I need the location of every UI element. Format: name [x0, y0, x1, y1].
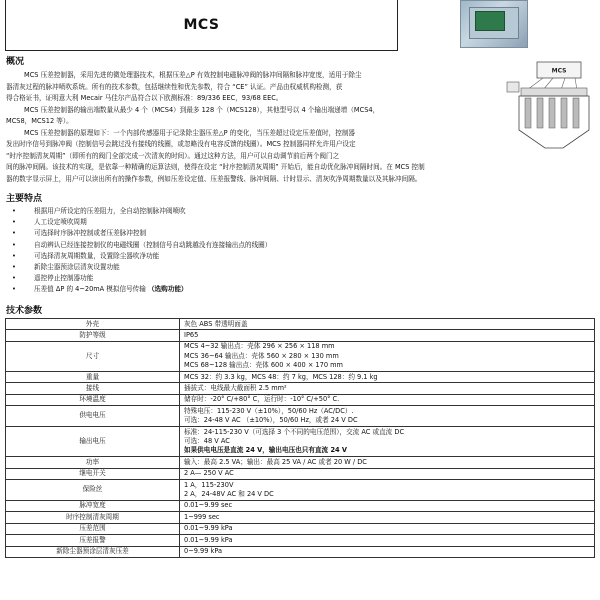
param-value-line: 标准：24-115-230 V（可选择 3 个不同的电压范围），交流 AC 或直流 DC [184, 427, 405, 436]
feature-item: • 遥控停止控制器功能 [6, 273, 596, 284]
features-heading: 主要特点 [6, 194, 43, 204]
param-value-line: MCS 36~64 输出点：壳体 560 × 280 × 130 mm [184, 351, 339, 360]
param-key: 防护等级 [6, 330, 180, 341]
model-title: MCS [183, 16, 220, 33]
diagram-header-pipe [521, 88, 587, 96]
overview-text [6, 70, 498, 162]
param-value: 输入：最高 2.5 VA；输出：最高 25 VA / AC 或者 20 W / DC [180, 457, 595, 468]
param-value-line: 特殊电压：115-230 V（±10%），50/60 Hz（AC/DC）. [184, 406, 354, 415]
param-value: 0.01~9.99 sec [180, 500, 595, 511]
param-value-line: 1 A，115-230V [184, 480, 234, 489]
overview-line: MCS 压差控制器的原理如下：一个内部传感器用于记录除尘器压差△P 的变化，当压差超过设定压差值时，控制器 [24, 128, 356, 137]
param-value-line: 可选：48 V AC [184, 436, 230, 445]
param-key: 保险丝 [6, 480, 180, 501]
feature-item: • 可选择清灰周期数量，设置除尘器吹净功能 [6, 251, 596, 262]
table-row [6, 512, 595, 523]
feature-item: • 根据用户所设定的压差阻力，全自动控制脉冲阀喷吹 [6, 206, 596, 217]
features-list [6, 206, 596, 296]
feature-item: • 新除尘器预涂层清灰设置功能 [6, 262, 596, 273]
feature-optional-note: （选购功能） [147, 285, 188, 294]
param-value: 1~999 sec [180, 512, 595, 523]
params-heading: 技术参数 [6, 306, 43, 316]
overview-line: MCS8，MCS12 等）。 [6, 117, 73, 125]
param-value [180, 427, 595, 457]
param-value-line: MCS 68~128 输出点：壳体 600 × 400 × 170 mm [184, 361, 343, 370]
table-row [6, 457, 595, 468]
feature-item: • 自动辨认已经连接控制仪的电磁线圈（控制信号自动跳越没有连接输出点的线圈） [6, 240, 596, 251]
overview-line: 得合格证书，证明意大利 Mecair 马佳尔产品符合以下欧测标准：89/336 EEC，93/68 EEC。 [6, 94, 283, 102]
overview-line: 间的脉冲间隔。该技术的实现，是依靠一种精确的运算法则，使得在设定 “时序控制清灰周期” 开始后，能自动优化脉冲间隔时间。在 MCS 控制 [6, 163, 425, 171]
model-title-box [5, 0, 398, 51]
param-key: 供电电压 [6, 406, 180, 427]
overview-line: 器的数字显示屏上，用户可以读出所有的操作参数，例如压差设定值、压差报警线、脉冲间隔、计时显示、清灰吹净周期数量以及其脉冲间隔。 [6, 174, 422, 183]
param-key: 压差报警 [6, 535, 180, 546]
diagram-label: MCS [551, 67, 567, 75]
param-key: 新除尘器预涂层清灰压差 [6, 546, 180, 557]
param-key: 接线 [6, 383, 180, 394]
param-value: 储存时：-20° C/+80° C，运行时：-10° C/+50° C. [180, 394, 595, 405]
feature-item: • 可选择时序脉冲控制或者压差脉冲控制 [6, 228, 596, 239]
overview-line: MCS 压差控制器，采用先进的微处理器技术，根据压差△P 有效控制电磁脉冲阀的脉冲间隔和脉冲宽度，适用于除尘 [24, 71, 362, 79]
feature-item-analog [6, 284, 596, 295]
param-value: 0.01~9.99 kPa [180, 535, 595, 546]
param-key: 输出电压 [6, 427, 180, 457]
param-value-line: MCS 4~32 输出点：壳体 296 × 256 × 118 mm [184, 342, 335, 351]
table-row [6, 427, 595, 457]
table-row [6, 406, 595, 427]
param-key: 功率 [6, 457, 180, 468]
param-value [180, 480, 595, 501]
diagram-filter-bags [525, 98, 579, 128]
param-value: 0.01~9.99 kPa [180, 523, 595, 534]
table-row [6, 500, 595, 511]
table-row [6, 394, 595, 405]
overview-text-wide [6, 162, 598, 185]
param-value [180, 341, 595, 371]
param-value: IP65 [180, 330, 595, 341]
table-row [6, 330, 595, 341]
diagram-gauge [507, 82, 519, 92]
overview-heading: 概况 [6, 57, 25, 67]
param-value-line: 2 A，24-48V AC 和 24 V DC [184, 490, 274, 498]
table-row [6, 383, 595, 394]
param-key: 压差范围 [6, 523, 180, 534]
table-row [6, 546, 595, 557]
param-key: 环境温度 [6, 394, 180, 405]
feature-item-text: 压差值 ΔP 的 4~20mA 模拟信号传输 [34, 285, 146, 294]
table-row [6, 372, 595, 383]
param-value-line: 可选：24-48 V AC （±10%），50/60 Hz，或者 24 V DC [184, 416, 358, 425]
param-key: 脉冲宽度 [6, 500, 180, 511]
param-value [180, 406, 595, 427]
param-value: 插拔式：电线最大截面积 2.5 mm² [180, 383, 595, 394]
overview-line: 发出时序信号到脉冲阀（控制信号会跳过没有接线的线圈，或忽略没有电容反馈的线圈）。MCS 控制器同样允许用户设定 [6, 140, 356, 148]
param-value: 0~9.99 kPa [180, 546, 595, 557]
param-key: 时序控制清灰周期 [6, 512, 180, 523]
param-key: 外壳 [6, 319, 180, 330]
param-value: MCS 32：约 3.3 kg，MCS 48：约 7 kg，MCS 128：约 9.1 kg [180, 372, 595, 383]
table-row [6, 480, 595, 501]
param-key: 继电开关 [6, 468, 180, 479]
table-row [6, 535, 595, 546]
feature-item: • 人工设定喷吹周期 [6, 217, 596, 228]
document-header [0, 0, 600, 54]
table-row [6, 319, 595, 330]
table-row [6, 523, 595, 534]
overview-line: 器清灰过程的脉冲喷吹系统。所有的技术参数，包括继续性和优先参数，符合 “CE” 认证。产品由权威机构检测，获 [6, 82, 343, 91]
overview-line: “时序控制清灰周期”（即所有的阀门全部完成一次清灰的时间）。通过这种方法，用户可以自动调节前后两个阀门之 [6, 151, 340, 160]
param-value: 2 A— 250 V AC [180, 468, 595, 479]
param-key: 重量 [6, 372, 180, 383]
param-value-line: 如果供电电压是直流 24 V，输出电压也只有直流 24 V [184, 446, 348, 455]
param-value: 灰色 ABS 带透明面盖 [180, 319, 595, 330]
controller-photo-icon [460, 0, 528, 48]
table-row [6, 468, 595, 479]
overview-line: MCS 压差控制器的输出端数量从最少 4 个（MCS4）到最多 128 个（MCS128），其他型号以 4 个输出端递增（MCS4， [24, 105, 380, 114]
circuit-board [475, 11, 505, 31]
params-table [5, 318, 595, 558]
param-key: 尺寸 [6, 341, 180, 371]
dust-collector-diagram-icon [503, 60, 595, 152]
table-row [6, 341, 595, 371]
